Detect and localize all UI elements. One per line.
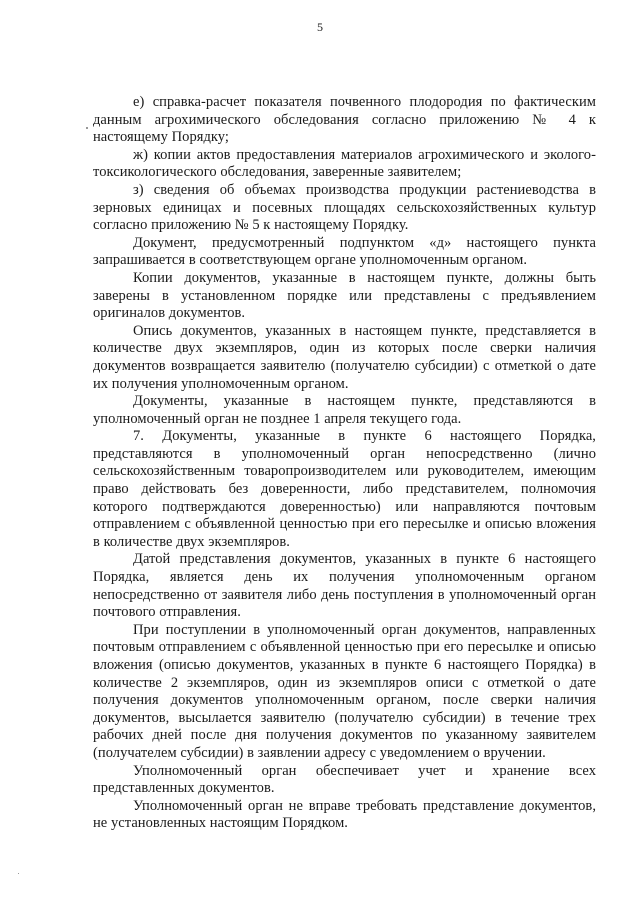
page-number: 5 bbox=[317, 20, 323, 34]
paragraph-inventory: Опись документов, указанных в настоящем пункте, представляется в количестве двух экземпляров, один из которых после сверки наличия документов возвращается заявителю (получателю субсидии) с отметкой о дате их получения уполномоченным органом. bbox=[93, 322, 596, 392]
paragraph-record-keeping: Уполномоченный орган обеспечивает учет и хранение всех представленных документов. bbox=[93, 762, 596, 797]
paragraph-postal-receipt: При поступлении в уполномоченный орган документов, направленных почтовым отправлением с объявленной ценностью при его пересылке и описью вложения (описью документов, указанных в пункте 6 настоящего Порядка) в количестве 2 экземпляров, один из экземпляров описи с отметкой о дате получения документов уполномоченным органом, после сверки наличия документов, высылается заявителю (получателю субсидии) в течение трех рабочих дней после дня получения документов по указанному заявителем (получателем субсидии) в заявлении адресу с уведомлением о вручении. bbox=[93, 621, 596, 761]
document-body bbox=[93, 94, 596, 833]
scan-speck bbox=[18, 873, 19, 874]
paragraph-e: е) справка-расчет показателя почвенного плодородия по фактическим данным агрохимического обследования согласно приложению № 4 к настоящему Порядку; bbox=[93, 94, 596, 146]
paragraph-no-extra-documents: Уполномоченный орган не вправе требовать представление документов, не установленных настоящим Порядком. bbox=[93, 797, 596, 832]
paragraph-document-request: Документ, предусмотренный подпунктом «д» настоящего пункта запрашивается в соответствующем органе уполномоченным органом. bbox=[93, 234, 596, 269]
paragraph-item-7: 7. Документы, указанные в пункте 6 настоящего Порядка, представляются в уполномоченный орган непосредственно (лично сельскохозяйственным товаропроизводителем или руководителем, имеющим право действовать без доверенности, либо представителем, полномочия которого подтверждаются доверенностью) или направляются почтовым отправлением с объявленной ценностью при его пересылке и описью вложения в количестве двух экземпляров. bbox=[93, 428, 596, 550]
paragraph-copies: Копии документов, указанные в настоящем пункте, должны быть заверены в установленном порядке или представлены с предъявлением оригиналов документов. bbox=[93, 269, 596, 322]
paragraph-zh: ж) копии актов предоставления материалов агрохимического и эколого-токсикологического обследования, заверенные заявителем; bbox=[93, 146, 596, 181]
scan-speck bbox=[86, 127, 88, 129]
paragraph-z: з) сведения об объемах производства продукции растениеводства в зерновых единицах и посевных площадях сельскохозяйственных культур согласно приложению № 5 к настоящему Порядку. bbox=[93, 181, 596, 234]
paragraph-submission-date: Датой представления документов, указанных в пункте 6 настоящего Порядка, является день их получения уполномоченным органом непосредственно от заявителя либо день поступления в уполномоченный орган почтового отправления. bbox=[93, 551, 596, 621]
paragraph-deadline: Документы, указанные в настоящем пункте, представляются в уполномоченный орган не позднее 1 апреля текущего года. bbox=[93, 393, 596, 427]
